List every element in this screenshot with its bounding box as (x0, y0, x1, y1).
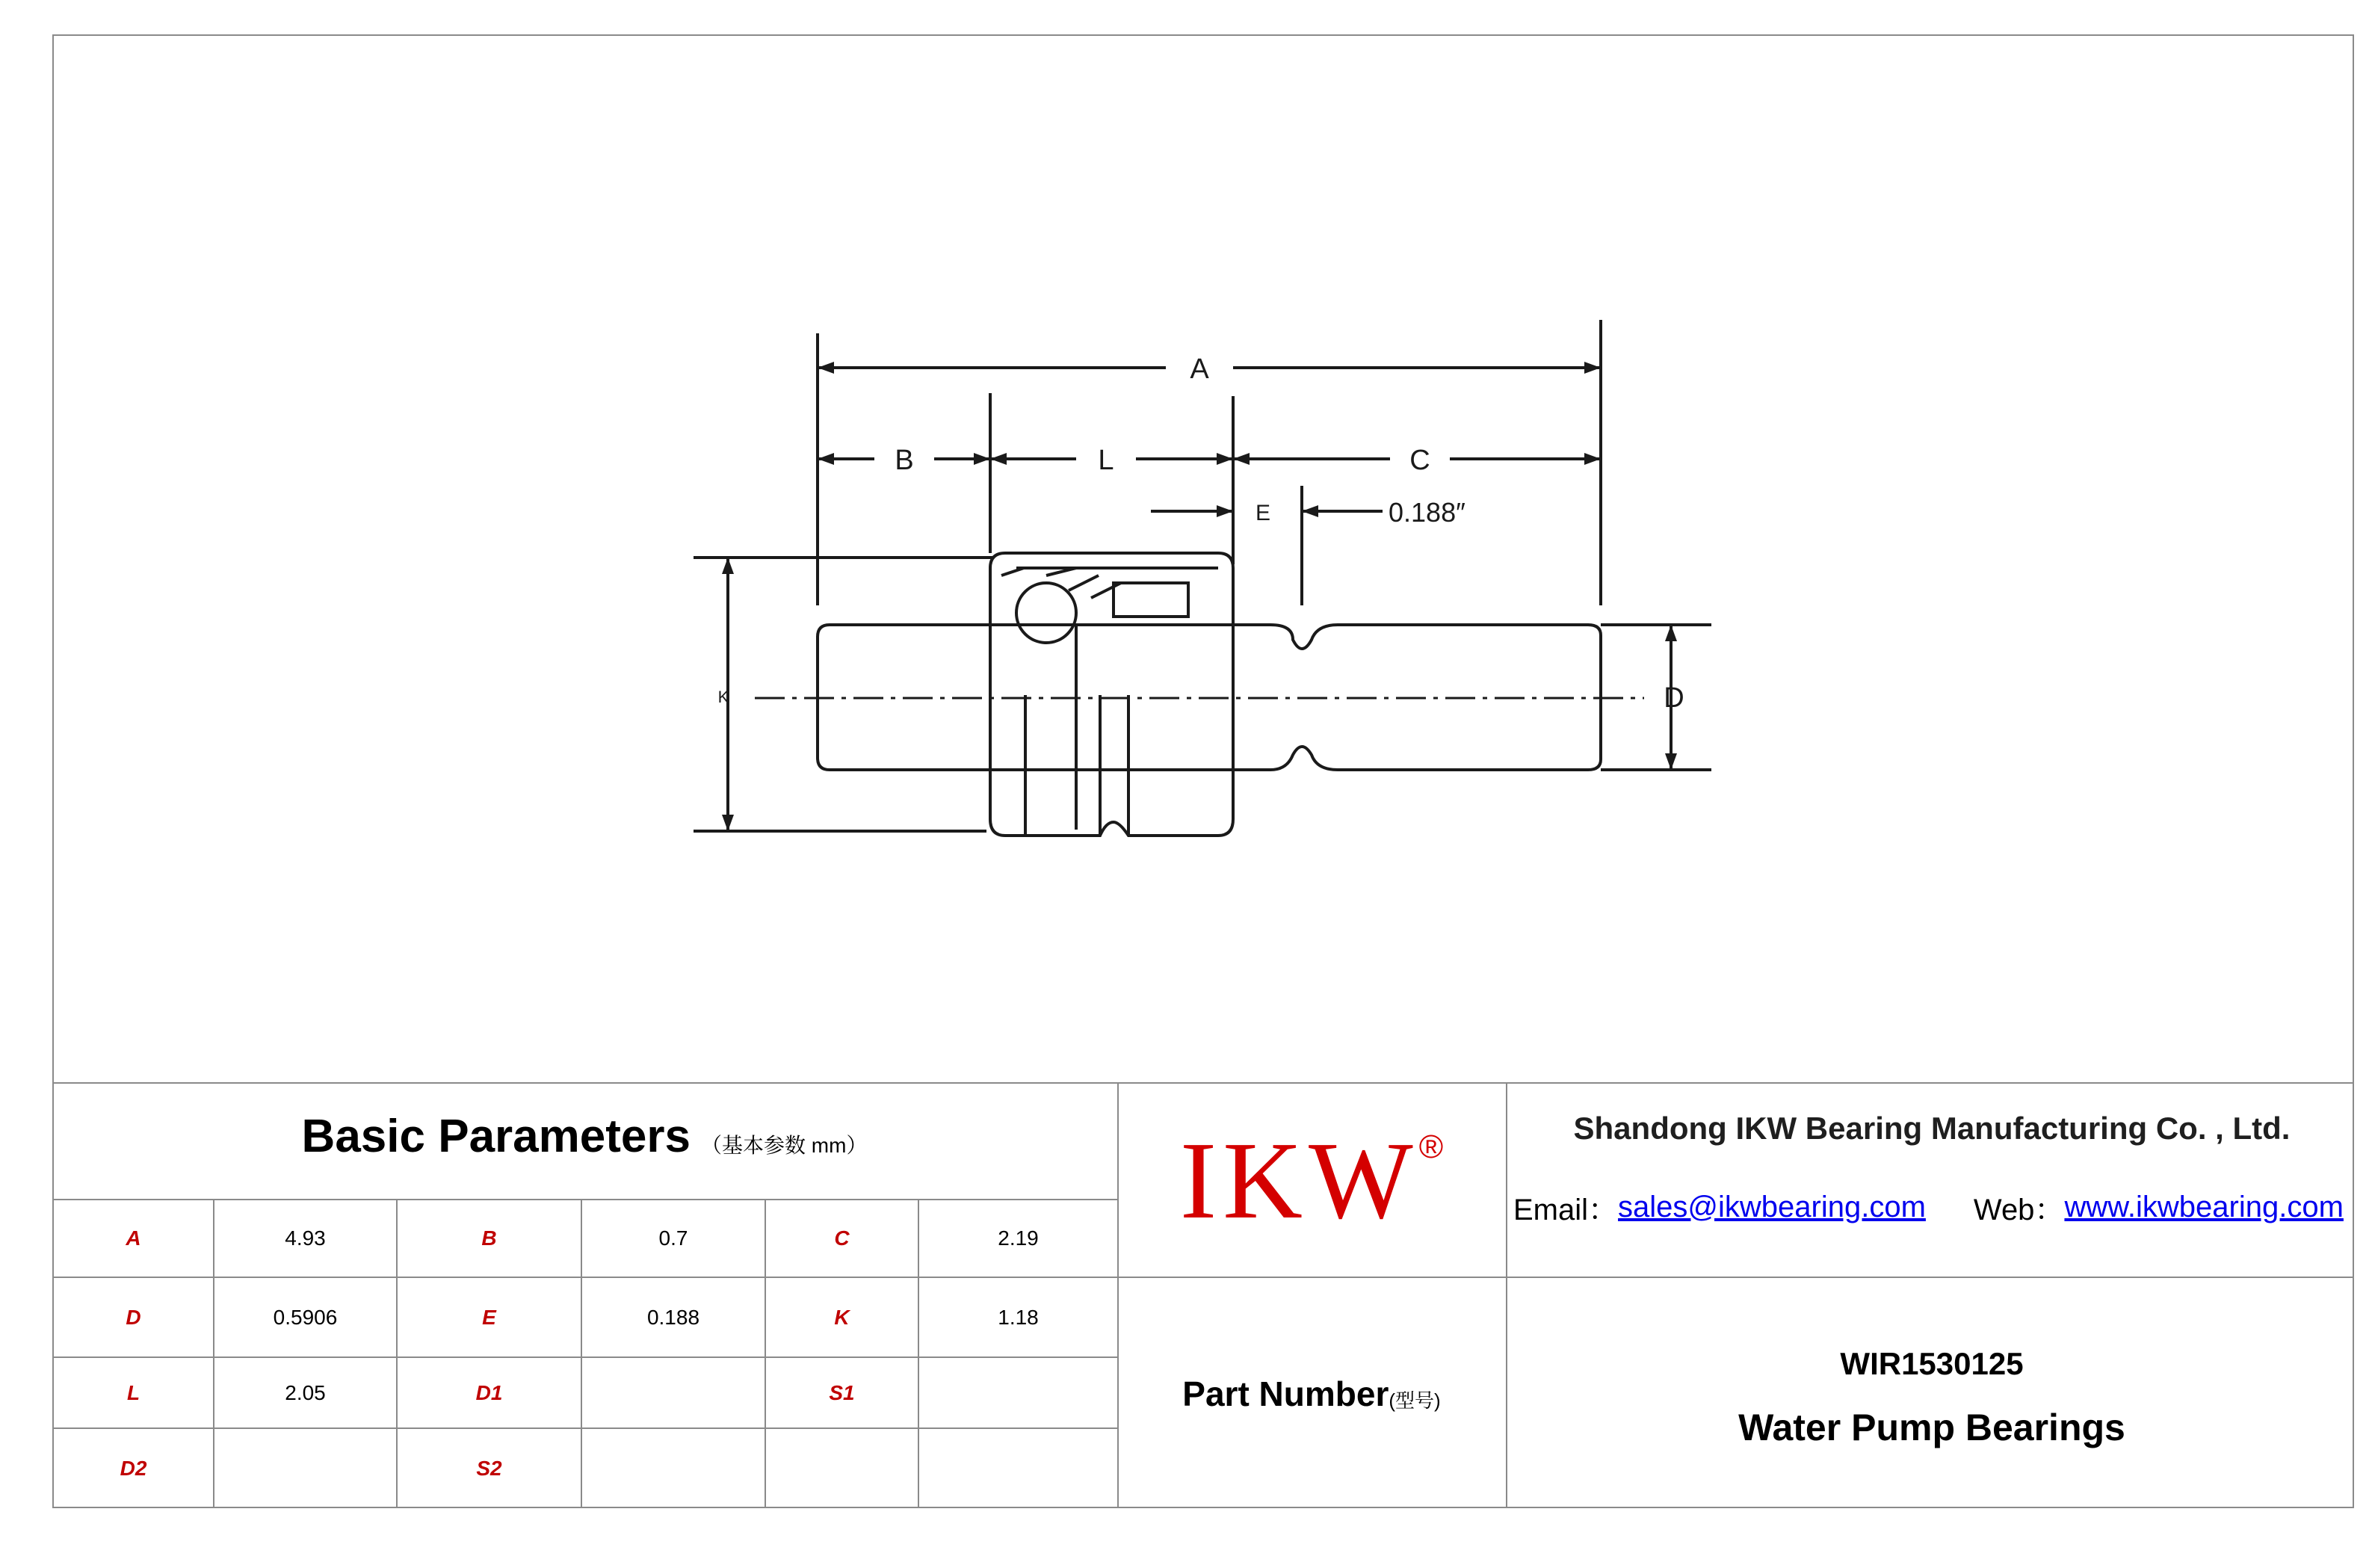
logo-text: IKW (1179, 1120, 1419, 1242)
part-number-heading: Part Number (1182, 1374, 1389, 1413)
param-value (582, 1429, 765, 1508)
email-link[interactable]: sales@ikwbearing.com (1618, 1190, 1926, 1223)
param-label: D (126, 1305, 141, 1329)
param-value: 0.7 (658, 1226, 688, 1250)
dim-label-d: D (1664, 682, 1684, 714)
param-value: 2.05 (285, 1380, 326, 1404)
dim-label-l: L (1098, 445, 1114, 476)
part-number-value: WIR1530125 (1840, 1346, 2024, 1381)
part-number-cn: (型号) (1389, 1389, 1441, 1412)
contact-line (1513, 1173, 2354, 1241)
parameters-unit: （基本参数 mm） (701, 1134, 868, 1157)
param-label: S2 (476, 1457, 502, 1480)
dim-label-b: B (895, 445, 914, 476)
param-value (214, 1429, 396, 1508)
ikw-logo (1117, 1084, 1506, 1278)
part-description: Water Pump Bearings (1738, 1407, 2125, 1448)
param-value: 2.19 (998, 1226, 1039, 1250)
web-label: Web： (1973, 1193, 2065, 1226)
param-value (582, 1358, 765, 1427)
param-value: 0.5906 (273, 1305, 338, 1329)
param-label: D1 (475, 1380, 503, 1404)
dim-value-e: 0.188″ (1389, 497, 1465, 528)
param-label: E (482, 1305, 496, 1329)
param-value (919, 1358, 1117, 1427)
dim-label-k: K (717, 688, 729, 706)
registered-mark: ® (1418, 1129, 1444, 1165)
param-label: S1 (829, 1380, 855, 1404)
dim-label-a: A (1190, 354, 1209, 385)
dim-label-c: C (1409, 445, 1430, 476)
col-divider-7 (1506, 1082, 1507, 1508)
param-value: 4.93 (285, 1226, 326, 1250)
part-number-label (1117, 1278, 1506, 1510)
web-link[interactable]: www.ikwbearing.com (2064, 1190, 2344, 1223)
company-name: Shandong IKW Bearing Manufacturing Co. , Ltd. (1573, 1111, 2291, 1146)
param-label: C (834, 1226, 850, 1250)
param-label: B (481, 1226, 497, 1250)
parameters-heading: Basic Parameters (301, 1110, 691, 1162)
param-label: K (834, 1305, 850, 1329)
param-value: 1.18 (998, 1305, 1039, 1329)
param-value (919, 1429, 1117, 1508)
dim-label-e: E (1255, 501, 1271, 525)
param-label (766, 1429, 918, 1508)
param-label: L (126, 1380, 140, 1404)
parameters-title (54, 1076, 1115, 1196)
param-label: D2 (120, 1457, 147, 1480)
param-value: 0.188 (646, 1305, 700, 1329)
param-label: A (126, 1226, 141, 1250)
email-label: Email： (1513, 1193, 1619, 1226)
